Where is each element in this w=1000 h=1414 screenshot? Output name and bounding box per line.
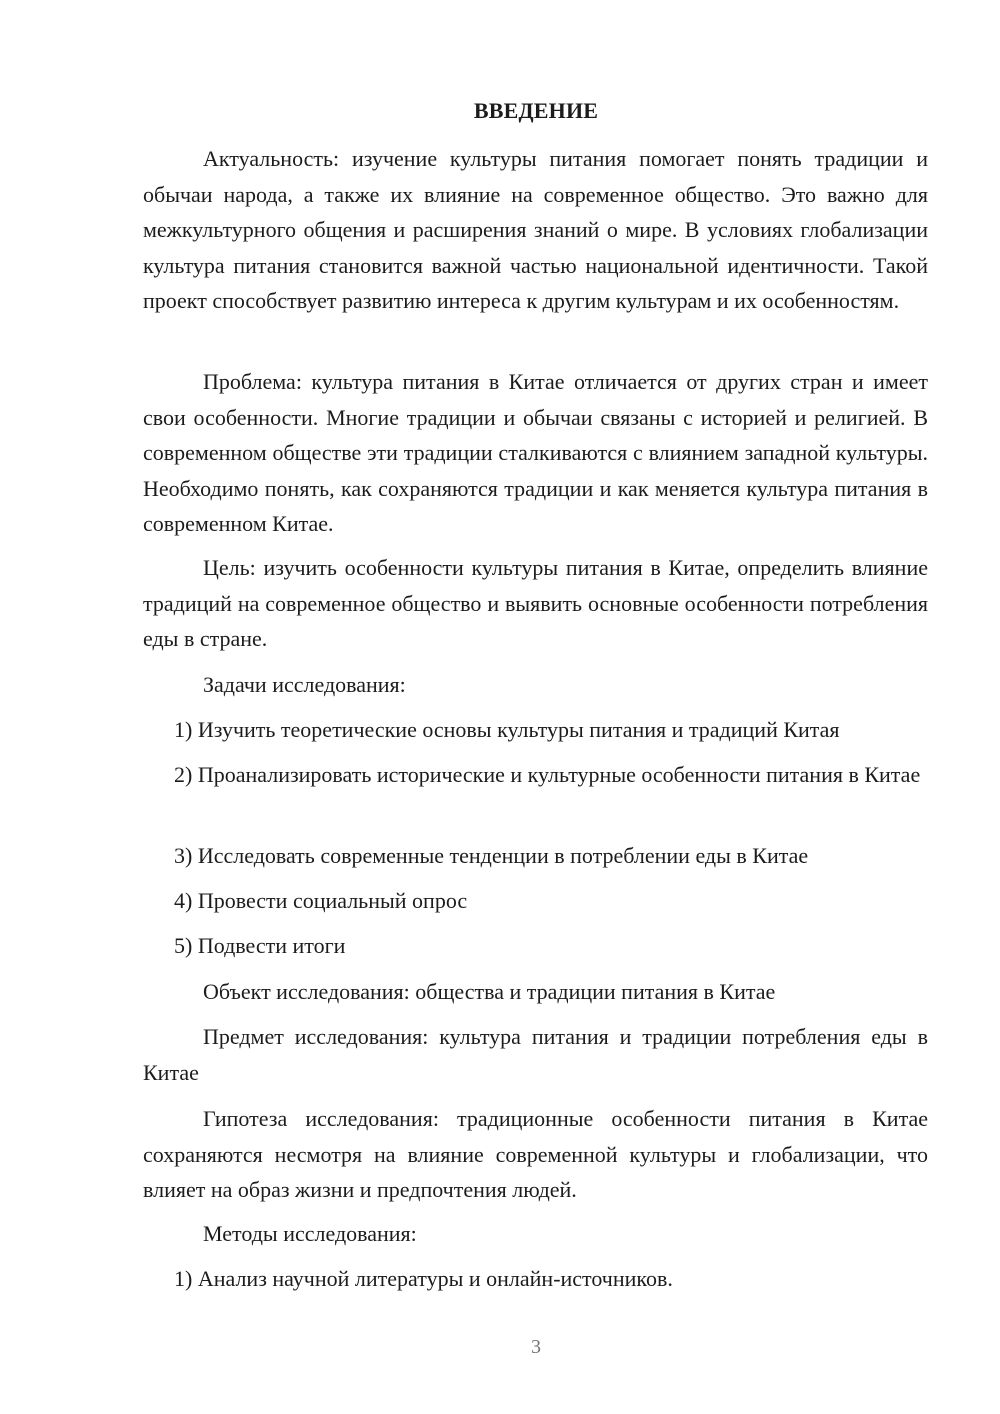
method-item-1: 1) Анализ научной литературы и онлайн-источников. xyxy=(174,1266,673,1291)
task-item-2: 2) Проанализировать исторические и культурные особенности питания в Китае xyxy=(174,762,921,787)
methods-heading: Методы исследования: xyxy=(203,1221,417,1246)
paragraph-problem: Проблема: культура питания в Китае отличается от других стран и имеет свои особенности. Многие традиции и обычаи связаны с историей и религией. В современном обществе эти традиции сталкиваются с влиянием западной культуры. Необходимо понять, как сохраняются традиции и как меняется культура питания в современном Китае. xyxy=(143,369,928,536)
tasks-heading: Задачи исследования: xyxy=(203,672,406,697)
section-heading: ВВЕДЕНИЕ xyxy=(473,98,599,123)
task-item-3: 3) Исследовать современные тенденции в потреблении еды в Китае xyxy=(174,843,809,868)
paragraph-relevance: Актуальность: изучение культуры питания помогает понять традиции и обычаи народа, а также их влияние на современное общество. Это важно для межкультурного общения и расширения знаний о мире. В условиях глобализации культура питания становится важной частью национальной идентичности. Такой проект способствует развитию интереса к другим культурам и их особенностям. xyxy=(143,146,928,313)
paragraph-goal: Цель: изучить особенности культуры питания в Китае, определить влияние традиций на современное общество и выявить основные особенности потребления еды в стране. xyxy=(143,555,928,651)
task-item-5: 5) Подвести итоги xyxy=(174,933,346,958)
task-item-1: 1) Изучить теоретические основы культуры питания и традиций Китая xyxy=(174,717,840,742)
paragraph-hypothesis: Гипотеза исследования: традиционные особенности питания в Китае сохраняются несмотря на влияние современной культуры и глобализации, что влияет на образ жизни и предпочтения людей. xyxy=(143,1106,928,1202)
paragraph-subject: Предмет исследования: культура питания и традиции потребления еды в Китае xyxy=(143,1024,928,1085)
paragraph-object: Объект исследования: общества и традиции питания в Китае xyxy=(203,979,776,1004)
task-item-4: 4) Провести социальный опрос xyxy=(174,888,468,913)
page-number: 3 xyxy=(531,1336,541,1358)
